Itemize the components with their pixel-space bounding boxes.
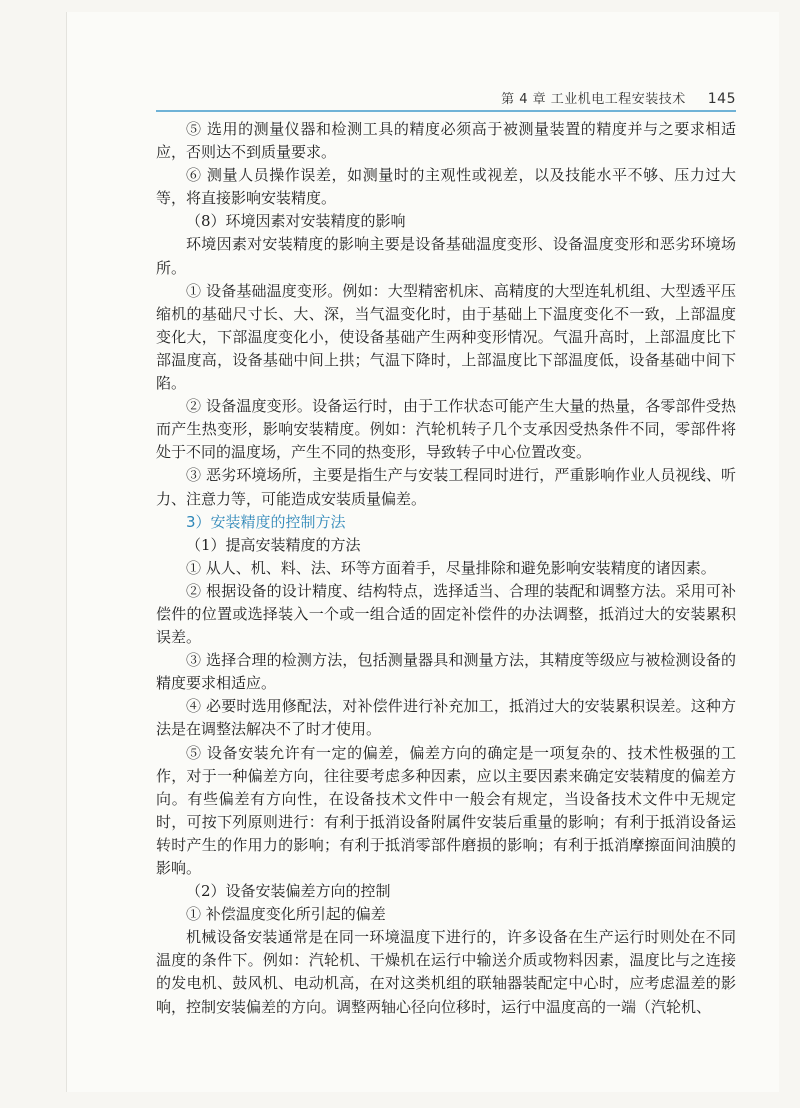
body-paragraph: ① 设备基础温度变形。例如：大型精密机床、高精度的大型连轧机组、大型透平压缩机的基础尺寸长、大、深，当气温变化时，由于基础上下温度变化不一致，上部温度变化大，下部温度变化小，使设备基础产生两种变形情况。气温升高时，上部温度比下部温度高，设备基础中间上拱；气温下降时，上部温度比下部温度低，设备基础中间下陷。 <box>156 281 736 393</box>
subsection-heading: （2）设备安装偏差方向的控制 <box>186 882 391 901</box>
body-paragraph: ⑤ 设备安装允许有一定的偏差，偏差方向的确定是一项复杂的、技术性极强的工作，对于一种偏差方向，往往要考虑多种因素，应以主要因素来确定安装精度的偏差方向。有些偏差有方向性，在设备技术文件中一般会有规定，当设备技术文件中无规定时，可按下列原则进行：有利于抵消设备附属件安装后重量的影响；有利于抵消设备运转时产生的作用力的影响；有利于抵消零部件磨损的影响；有利于抵消摩擦面间油膜的影响。 <box>156 743 736 877</box>
body-paragraph: 环境因素对安装精度的影响主要是设备基础温度变形、设备温度变形和恶劣环境场所。 <box>156 235 736 277</box>
body-paragraph: ⑥ 测量人员操作误差，如测量时的主观性或视差，以及技能水平不够、压力过大等，将直接影响安装精度。 <box>156 166 736 208</box>
body-paragraph: 机械设备安装通常是在同一环境温度下进行的，许多设备在生产运行时则处在不同温度的条件下。例如：汽轮机、干燥机在运行中输送介质或物料因素，温度比与之连接的发电机、鼓风机、电动机高，在对这类机组的联轴器装配定中心时，应考虑温差的影响，控制安装偏差的方向。调整两轴心径向位移时，运行中温度高的一端（汽轮机、 <box>156 928 736 1016</box>
subsection-heading: ① 补偿温度变化所引起的偏差 <box>186 905 386 924</box>
running-header <box>156 88 736 108</box>
body-paragraph: ③ 恶劣环境场所，主要是指生产与安装工程同时进行，严重影响作业人员视线、听力、注意力等，可能造成安装质量偏差。 <box>156 466 736 508</box>
subsection-heading: （8）环境因素对安装精度的影响 <box>186 212 406 231</box>
page-content <box>156 118 736 1019</box>
body-paragraph: ③ 选择合理的检测方法，包括测量器具和测量方法，其精度等级应与被检测设备的精度要求相适应。 <box>156 651 736 693</box>
body-paragraph: ④ 必要时选用修配法，对补偿件进行补充加工，抵消过大的安装累积误差。这种方法是在调整法解决不了时才使用。 <box>156 697 736 739</box>
chapter-title: 第 4 章 工业机电工程安装技术 <box>501 92 686 107</box>
body-paragraph: ① 从人、机、料、法、环等方面着手，尽量排除和避免影响安装精度的诸因素。 <box>186 558 716 577</box>
page-number: 145 <box>707 91 736 107</box>
header-rule <box>156 110 736 112</box>
body-paragraph: ② 根据设备的设计精度、结构特点，选择适当、合理的装配和调整方法。采用可补偿件的位置或选择装入一个或一组合适的固定补偿件的办法调整，抵消过大的安装累积误差。 <box>156 581 736 647</box>
body-paragraph: ② 设备温度变形。设备运行时，由于工作状态可能产生大量的热量，各零部件受热而产生热变形，影响安装精度。例如：汽轮机转子几个支承因受热条件不同，零部件将处于不同的温度场，产生不同的热变形，导致转子中心位置改变。 <box>156 397 736 462</box>
subsection-heading: （1）提高安装精度的方法 <box>186 535 361 554</box>
section-heading: 3）安装精度的控制方法 <box>186 512 346 531</box>
body-paragraph: ⑤ 选用的测量仪器和检测工具的精度必须高于被测量装置的精度并与之要求相适应，否则达不到质量要求。 <box>156 120 736 162</box>
